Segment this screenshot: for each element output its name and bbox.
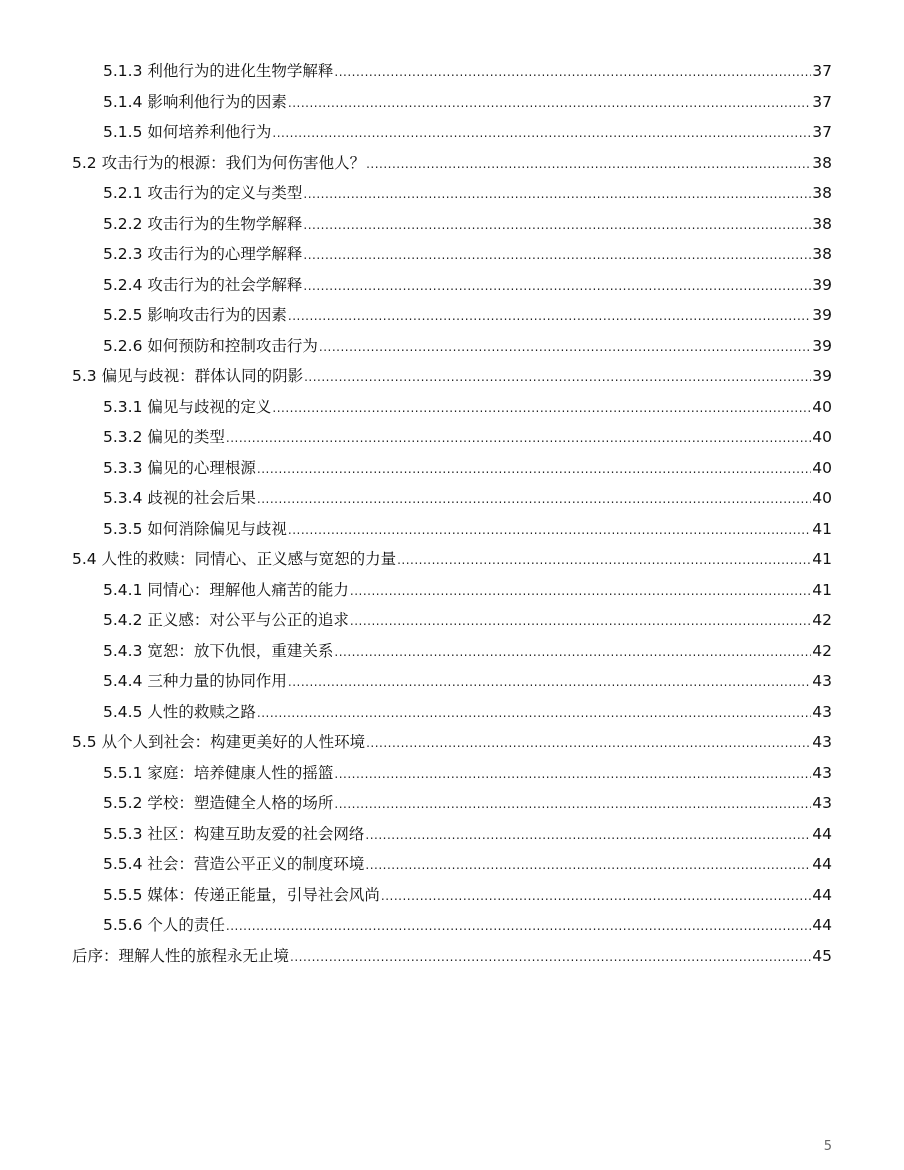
toc-subsection-entry[interactable] xyxy=(72,300,832,331)
toc-subsection-entry[interactable] xyxy=(72,666,832,697)
toc-dot-leader xyxy=(257,698,811,729)
toc-entry-title: 5.1.5 如何培养利他行为 xyxy=(103,123,272,141)
toc-dot-leader xyxy=(257,454,811,485)
toc-subsection-entry[interactable] xyxy=(72,575,832,606)
toc-entry-page: 43 xyxy=(812,794,832,812)
toc-subsection-entry[interactable] xyxy=(72,483,832,514)
toc-entry-page: 37 xyxy=(812,123,832,141)
toc-entry-page: 44 xyxy=(812,885,832,904)
toc-entry-page: 40 xyxy=(812,397,832,416)
toc-entry-title: 5.3.3 偏见的心理根源 xyxy=(103,458,256,477)
toc-subsection-entry[interactable] xyxy=(72,880,832,911)
toc-entry-title: 5.3.5 如何消除偏见与歧视 xyxy=(103,519,287,538)
toc-dot-leader xyxy=(288,515,811,546)
toc-subsection-entry[interactable] xyxy=(72,605,832,636)
toc-entry-title: 5.2 攻击行为的根源：我们为何伤害他人？ xyxy=(72,153,366,172)
toc-dot-leader xyxy=(365,820,811,851)
toc-subsection-entry[interactable] xyxy=(72,209,832,240)
toc-dot-leader xyxy=(304,362,811,393)
toc-subsection-entry[interactable] xyxy=(72,758,832,789)
toc-dot-leader xyxy=(366,149,811,180)
toc-entry-page: 39 xyxy=(812,306,832,324)
toc-subsection-entry[interactable] xyxy=(72,819,832,850)
toc-subsection-entry[interactable] xyxy=(72,422,832,453)
toc-dot-leader xyxy=(290,942,811,973)
toc-entry-title: 5.5 从个人到社会：构建更美好的人性环境 xyxy=(72,733,366,751)
toc-dot-leader xyxy=(226,423,811,454)
toc-dot-leader xyxy=(334,637,811,668)
toc-entry-title: 5.3.1 偏见与歧视的定义 xyxy=(103,397,272,416)
toc-entry-page: 39 xyxy=(812,336,832,355)
toc-subsection-entry[interactable] xyxy=(72,392,832,423)
toc-dot-leader xyxy=(303,271,811,302)
toc-entry-title: 5.5.6 个人的责任 xyxy=(103,916,225,934)
toc-entry-page: 37 xyxy=(812,92,832,111)
toc-entry-page: 39 xyxy=(812,367,832,385)
toc-entry-title: 5.2.4 攻击行为的社会学解释 xyxy=(103,275,303,294)
toc-entry-title: 5.4.1 同情心：理解他人痛苦的能力 xyxy=(103,580,349,599)
toc-entry-title: 5.5.1 家庭：培养健康人性的摇篮 xyxy=(103,763,334,782)
toc-entry-page: 38 xyxy=(812,214,832,233)
toc-dot-leader xyxy=(288,301,811,332)
toc-subsection-entry[interactable] xyxy=(72,788,832,819)
toc-section-entry[interactable] xyxy=(72,148,832,179)
toc-subsection-entry[interactable] xyxy=(72,514,832,545)
toc-dot-leader xyxy=(303,210,811,241)
toc-dot-leader xyxy=(272,118,811,149)
toc-entry-title: 5.2.5 影响攻击行为的因素 xyxy=(103,306,287,324)
toc-entry-page: 41 xyxy=(812,550,832,568)
toc-entry-title: 5.3.4 歧视的社会后果 xyxy=(103,489,256,507)
toc-dot-leader xyxy=(381,881,811,912)
toc-dot-leader xyxy=(350,576,811,607)
toc-dot-leader xyxy=(350,606,811,637)
toc-entry-title: 5.4.2 正义感：对公平与公正的追求 xyxy=(103,611,349,629)
toc-entry-page: 42 xyxy=(812,641,832,660)
toc-entry-title: 5.3.2 偏见的类型 xyxy=(103,428,225,446)
toc-entry-title: 5.2.2 攻击行为的生物学解释 xyxy=(103,214,303,233)
toc-entry-page: 43 xyxy=(812,672,832,690)
toc-entry-page: 40 xyxy=(812,428,832,446)
toc-entry-title: 5.4.3 宽恕：放下仇恨，重建关系 xyxy=(103,641,334,660)
toc-entry-page: 38 xyxy=(812,184,832,202)
toc-entry-title: 5.2.6 如何预防和控制攻击行为 xyxy=(103,336,318,355)
toc-entry-title: 5.2.1 攻击行为的定义与类型 xyxy=(103,184,303,202)
toc-entry-page: 40 xyxy=(812,458,832,477)
toc-entry-title: 5.2.3 攻击行为的心理学解释 xyxy=(103,245,303,263)
toc-entry-title: 5.5.4 社会：营造公平正义的制度环境 xyxy=(103,855,365,873)
toc-section-entry[interactable] xyxy=(72,727,832,758)
toc-entry-page: 39 xyxy=(812,275,832,294)
toc-entry-page: 44 xyxy=(812,824,832,843)
toc-entry-title: 后序：理解人性的旅程永无止境 xyxy=(72,946,290,965)
toc-entry-page: 45 xyxy=(812,946,832,965)
toc-subsection-entry[interactable] xyxy=(72,453,832,484)
toc-dot-leader xyxy=(272,393,811,424)
toc-dot-leader xyxy=(226,911,811,942)
toc-entry-page: 43 xyxy=(812,733,832,751)
table-of-contents xyxy=(72,56,832,971)
toc-dot-leader xyxy=(397,545,811,576)
toc-entry-title: 5.5.5 媒体：传递正能量，引导社会风尚 xyxy=(103,885,380,904)
toc-entry-page: 38 xyxy=(812,245,832,263)
page-number: 5 xyxy=(823,1139,832,1154)
toc-entry-title: 5.5.2 学校：塑造健全人格的场所 xyxy=(103,794,334,812)
toc-dot-leader xyxy=(366,728,811,759)
toc-subsection-entry[interactable] xyxy=(72,87,832,118)
toc-entry-page: 43 xyxy=(812,702,832,721)
toc-entry-title: 5.4.4 三种力量的协同作用 xyxy=(103,672,287,690)
toc-entry-page: 41 xyxy=(812,580,832,599)
toc-subsection-entry[interactable] xyxy=(72,849,832,880)
toc-entry-title: 5.3 偏见与歧视：群体认同的阴影 xyxy=(72,367,304,385)
toc-dot-leader xyxy=(257,484,811,515)
toc-dot-leader xyxy=(319,332,811,363)
toc-entry-page: 37 xyxy=(812,62,832,80)
toc-dot-leader xyxy=(288,667,811,698)
toc-subsection-entry[interactable] xyxy=(72,910,832,941)
toc-dot-leader xyxy=(334,789,811,820)
toc-dot-leader xyxy=(365,850,811,881)
toc-section-entry[interactable] xyxy=(72,361,832,392)
toc-section-entry[interactable] xyxy=(72,544,832,575)
toc-dot-leader xyxy=(288,88,811,119)
toc-entry-page: 44 xyxy=(812,855,832,873)
toc-entry-page: 44 xyxy=(812,916,832,934)
toc-entry-title: 5.1.3 利他行为的进化生物学解释 xyxy=(103,62,334,80)
toc-subsection-entry[interactable] xyxy=(72,270,832,301)
toc-entry-page: 40 xyxy=(812,489,832,507)
toc-subsection-entry[interactable] xyxy=(72,697,832,728)
toc-subsection-entry[interactable] xyxy=(72,331,832,362)
toc-entry-page: 42 xyxy=(812,611,832,629)
toc-entry-page: 38 xyxy=(812,153,832,172)
toc-dot-leader xyxy=(334,759,811,790)
toc-subsection-entry[interactable] xyxy=(72,117,832,148)
toc-entry-page: 41 xyxy=(812,519,832,538)
toc-entry-title: 5.5.3 社区：构建互助友爱的社会网络 xyxy=(103,824,365,843)
toc-entry-title: 5.4 人性的救赎：同情心、正义感与宽恕的力量 xyxy=(72,550,397,568)
toc-dot-leader xyxy=(334,57,811,88)
toc-entry-title: 5.1.4 影响利他行为的因素 xyxy=(103,92,287,111)
toc-entry-title: 5.4.5 人性的救赎之路 xyxy=(103,702,256,721)
toc-entry-page: 43 xyxy=(812,763,832,782)
toc-section-entry[interactable] xyxy=(72,941,832,972)
toc-subsection-entry[interactable] xyxy=(72,178,832,209)
toc-dot-leader xyxy=(303,179,811,210)
toc-subsection-entry[interactable] xyxy=(72,239,832,270)
toc-subsection-entry[interactable] xyxy=(72,636,832,667)
toc-dot-leader xyxy=(303,240,811,271)
toc-subsection-entry[interactable] xyxy=(72,56,832,87)
